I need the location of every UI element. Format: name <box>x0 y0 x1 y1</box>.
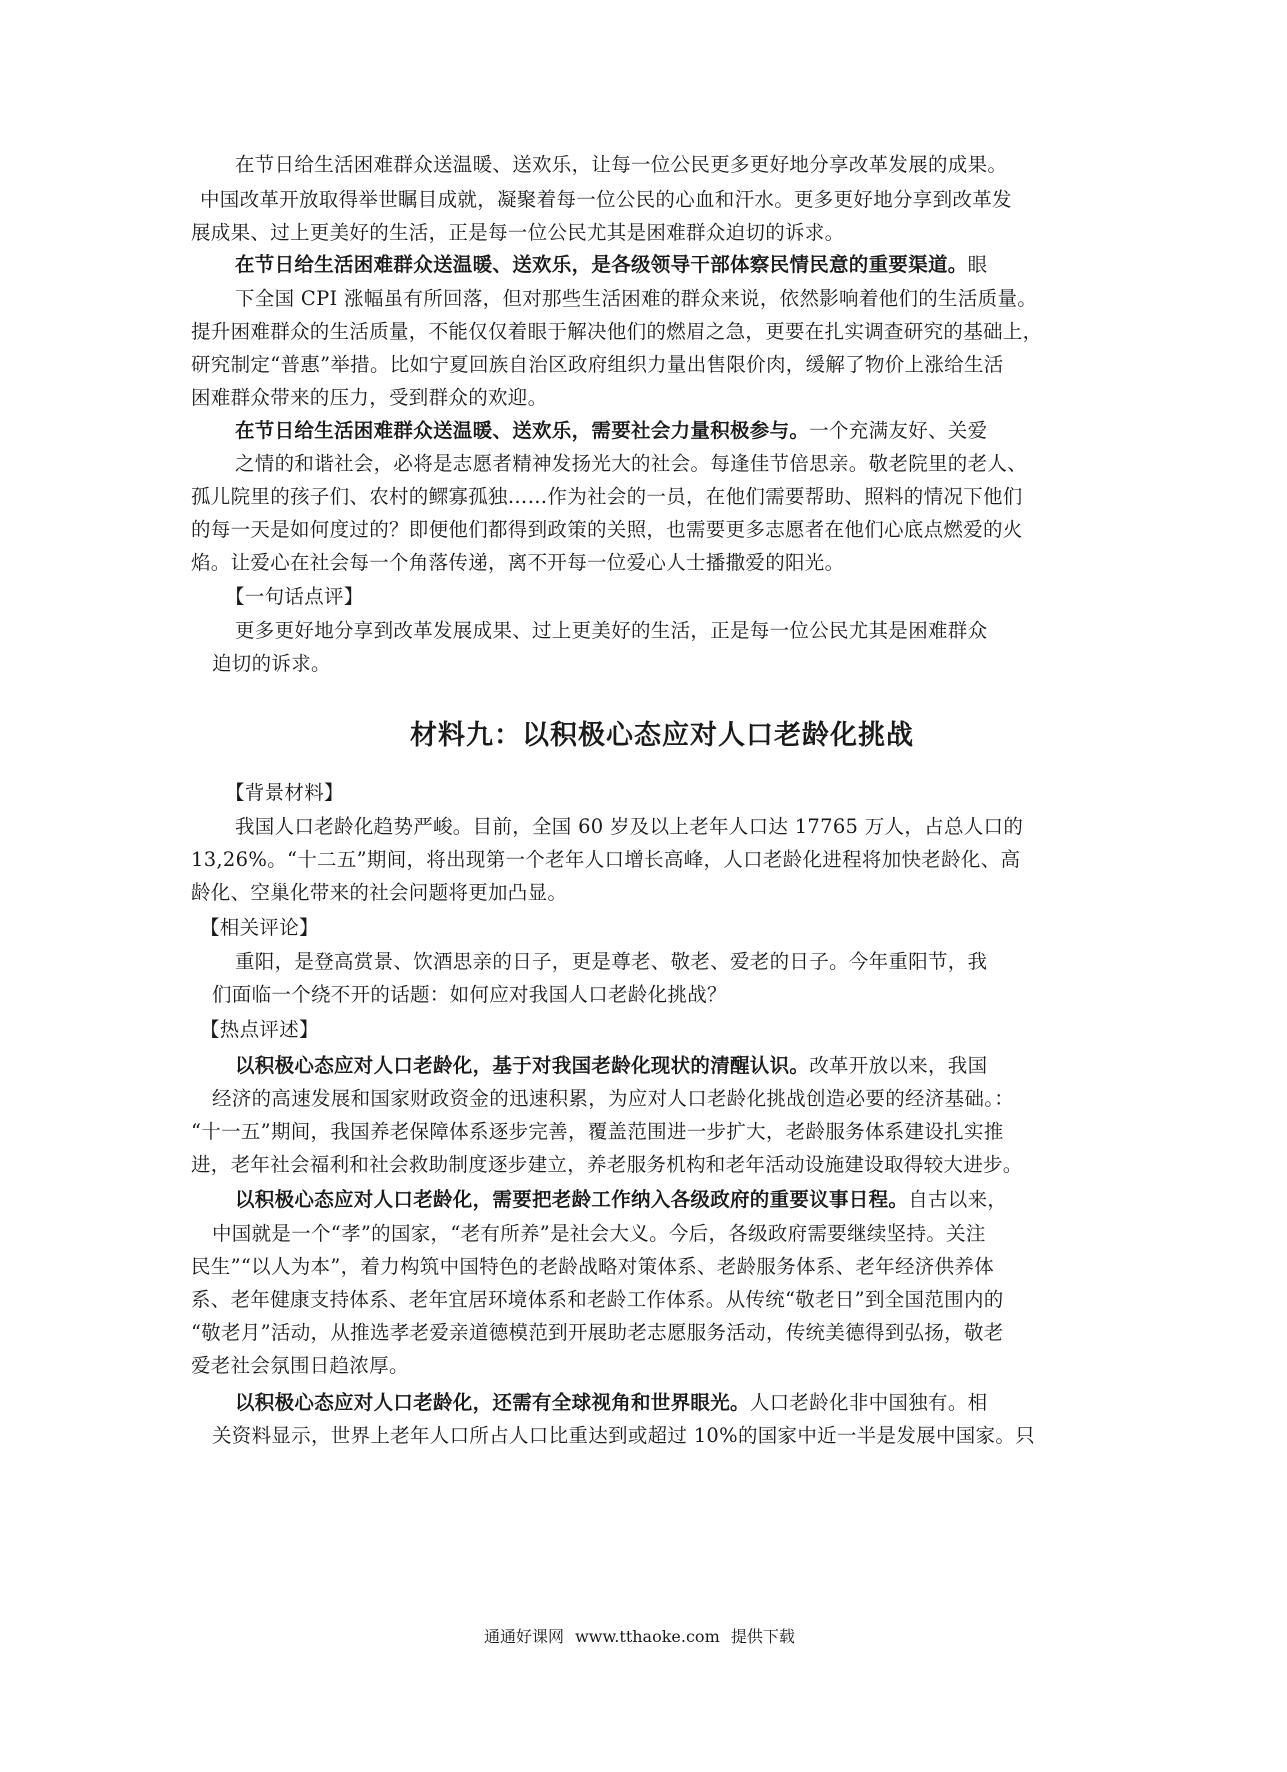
paragraph-line: 重阳，是登高赏景、饮酒思亲的日子，更是尊老、敬老、爱老的日子。今年重阳节，我 <box>235 950 988 973</box>
paragraph-line: 我国人口老龄化趋势严峻。目前，全国 60 岁及以上老年人口达 17765 万人，占总人口的 <box>235 815 1024 838</box>
paragraph-line: 经济的高速发展和国家财政资金的迅速积累，为应对人口老龄化挑战创造必要的经济基础。： <box>212 1087 1015 1110</box>
bold-lead-sentence: 以积极心态应对人口老龄化，基于对我国老龄化现状的清醒认识。 <box>235 1054 810 1077</box>
paragraph-line: 系、老年健康支持体系、老年宜居环境体系和老龄工作体系。从传统“敬老日”到全国范围内的 <box>191 1288 1004 1311</box>
bold-lead-sentence: 以积极心态应对人口老龄化，需要把老龄工作纳入各级政府的重要议事日程。 <box>235 1188 909 1211</box>
sentence-tail: 自古以来， <box>908 1188 1008 1211</box>
sentence-tail: 人口老龄化非中国独有。相 <box>749 1391 988 1414</box>
paragraph-line: 提升困难群众的生活质量，不能仅仅着眼于解决他们的燃眉之急，更要在扎实调查研究的基础上， <box>191 320 1043 343</box>
paragraph-line: 焰。让爱心在社会每一个角落传递，离不开每一位爱心人士播撒爱的阳光。 <box>191 551 845 574</box>
paragraph-line: 研究制定“普惠”举措。比如宁夏回族自治区政府组织力量出售限价肉，缓解了物价上涨给生活 <box>191 353 1004 376</box>
paragraph-line: 在节日给生活困难群众送温暖、送欢乐，让每一位公民更多更好地分享改革发展的成果。 <box>235 153 1008 176</box>
footer-site-name: 通通好课网 <box>484 1627 565 1646</box>
paragraph-line: 民生”“以人为本”，着力构筑中国特色的老龄战略对策体系、老龄服务体系、老年经济供养体 <box>191 1255 995 1278</box>
paragraph-line: 展成果、过上更美好的生活，正是每一位公民尤其是困难群众迫切的诉求。 <box>191 221 845 244</box>
paragraph-line: 中国就是一个“孝”的国家，“老有所养”是社会大义。今后，各级政府需要继续坚持。关注 <box>212 1222 986 1245</box>
paragraph-line: 的每一天是如何度过的？即便他们都得到政策的关照，也需要更多志愿者在他们心底点燃爱的火 <box>191 518 1023 541</box>
bold-lead-sentence: 在节日给生活困难群众送温暖、送欢乐，需要社会力量积极参与。 <box>235 419 810 442</box>
footer-url[interactable]: www.tthaoke.com <box>575 1627 720 1646</box>
paragraph-lead-line <box>235 250 987 280</box>
bold-lead-sentence: 在节日给生活困难群众送温暖、送欢乐，是各级领导干部体察民情民意的重要渠道。 <box>235 253 968 276</box>
sentence-tail: 眼 <box>967 253 988 276</box>
paragraph-line: 困难群众带来的压力，受到群众的欢迎。 <box>191 386 548 409</box>
paragraph-lead-line <box>235 1388 987 1418</box>
paragraph-line: 进，老年社会福利和社会救助制度逐步建立，养老服务机构和老年活动设施建设取得较大进步。 <box>191 1153 1023 1176</box>
paragraph-line: 孤儿院里的孩子们、农村的鳏寡孤独……作为社会的一员，在他们需要帮助、照料的情况下他们 <box>191 485 1023 508</box>
paragraph-line: 13,26%。“十二五”期间，将出现第一个老年人口增长高峰，人口老龄化进程将加快老龄化、高 <box>191 848 1021 871</box>
sentence-tail: 改革开放以来，我国 <box>809 1054 988 1077</box>
paragraph-line: “十一五”期间，我国养老保障体系逐步完善，覆盖范围进一步扩大，老龄服务体系建设扎实推 <box>191 1120 1004 1143</box>
paragraph-line: 下全国 CPI 涨幅虽有所回落，但对那些生活困难的群众来说，依然影响着他们的生活质量。 <box>235 287 1038 310</box>
paragraph-line: 关资料显示，世界上老年人口所占人口比重达到或超过 10%的国家中近一半是发展中国家。只 <box>212 1424 1035 1447</box>
page-footer <box>484 1625 801 1649</box>
paragraph-line: “敬老月”活动，从推选孝老爱亲道德模范到开展助老志愿服务活动，传统美德得到弘扬，敬老 <box>191 1321 1004 1344</box>
paragraph-lead-line <box>235 1185 1007 1215</box>
paragraph-lead-line <box>235 1051 987 1081</box>
paragraph-line: 中国改革开放取得举世瞩目成就，凝聚着每一位公民的心血和汗水。更多更好地分享到改革发 <box>200 188 1012 211</box>
background-heading: 【背景材料】 <box>225 781 344 804</box>
paragraph-line: 龄化、空巢化带来的社会问题将更加凸显。 <box>191 881 568 904</box>
paragraph-line: 更多更好地分享到改革发展成果、过上更美好的生活，正是每一位公民尤其是困难群众 <box>235 619 988 642</box>
comment-heading: 【一句话点评】 <box>225 585 364 608</box>
section-title: 材料九：以积极心态应对人口老龄化挑战 <box>410 720 914 751</box>
paragraph-line: 爱老社会氛围日趋浓厚。 <box>191 1354 409 1377</box>
paragraph-line: 之情的和谐社会，必将是志愿者精神发扬光大的社会。每逢佳节倍思亲。敬老院里的老人、 <box>235 452 1028 475</box>
paragraph-line: 们面临一个绕不开的话题：如何应对我国人口老龄化挑战？ <box>212 983 727 1006</box>
paragraph-line: 迫切的诉求。 <box>212 652 331 675</box>
paragraph-lead-line <box>235 416 987 446</box>
bold-lead-sentence: 以积极心态应对人口老龄化，还需有全球视角和世界眼光。 <box>235 1391 750 1414</box>
sentence-tail: 一个充满友好、关爱 <box>809 419 988 442</box>
footer-suffix: 提供下载 <box>730 1627 795 1646</box>
review-heading: 【相关评论】 <box>200 916 319 939</box>
hot-topic-heading: 【热点评述】 <box>200 1018 319 1041</box>
